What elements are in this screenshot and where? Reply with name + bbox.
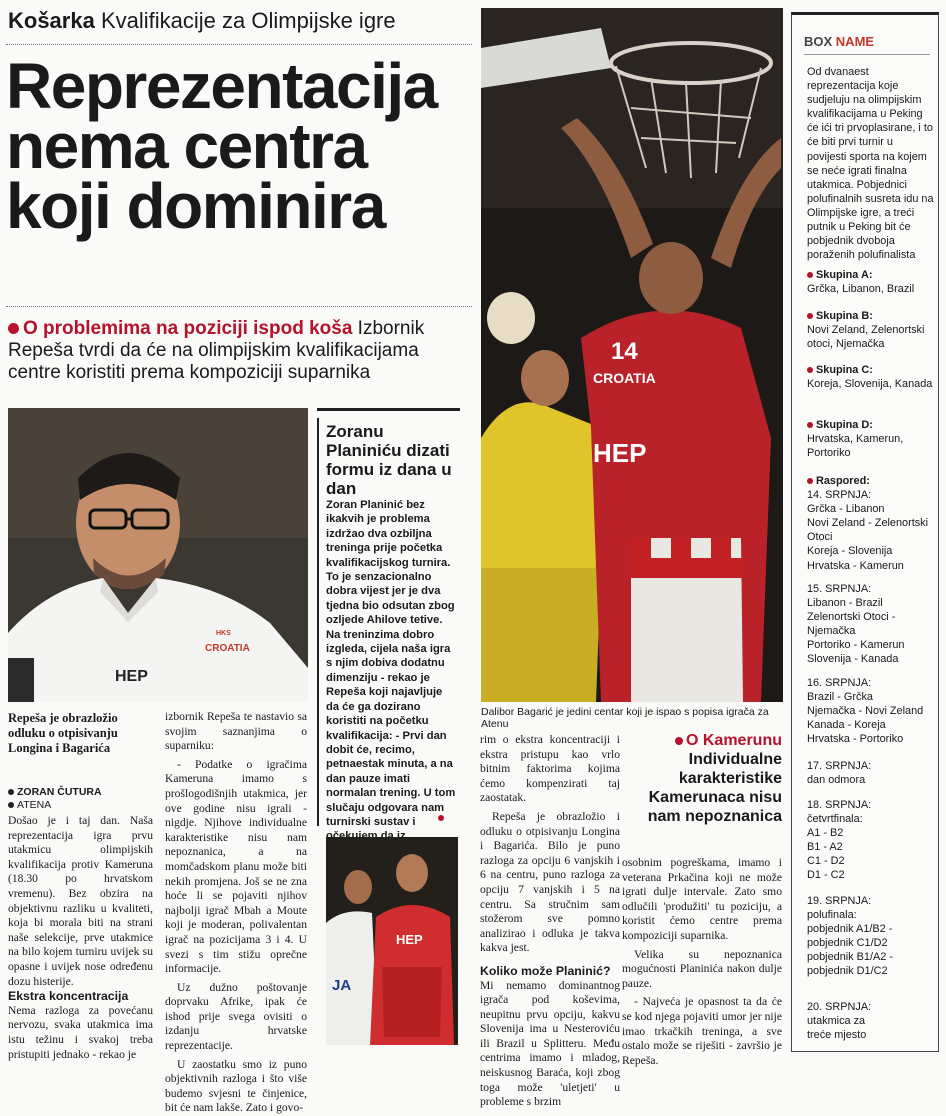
subheading: Ekstra koncentracija <box>8 989 129 1004</box>
byline <box>8 786 153 812</box>
headline-line: Reprezentacija <box>6 50 437 122</box>
jersey-number: 14 <box>611 338 638 365</box>
schedule-date: 15. SRPNJA: <box>807 583 872 595</box>
federation-label: HKS <box>216 630 231 637</box>
box-intro: Od dvanaest reprezentacija koje sudjeluju na olimpijskim kvalifikacijama u Peking će ići tri prvoplasirane, i to će biti prvi turnir u povijesti sporta na kojem se neće igrati finalna utakmica. Pobjednici polufinalnih susreta idu na Olimpijske igre, a treći putnik u Peking bit će pobjednik dvoboja poraženih polufinalista <box>807 66 934 262</box>
schedule-date: 18. SRPNJA: <box>807 799 872 811</box>
headline-line: nema centra <box>6 110 367 182</box>
paragraph: izbornik Repeša te nastavio sa svojim saznanjima o suparniku: <box>165 710 307 753</box>
schedule-date: 17. SRPNJA: <box>807 760 872 772</box>
sidebar-rule <box>317 418 319 826</box>
box-title-b: NAME <box>835 34 875 49</box>
schedule-line: Grčka - Libanon <box>807 503 885 516</box>
shirt-logo: HEP <box>115 668 148 685</box>
divider <box>6 44 472 45</box>
paragraph: Zoran Planinić bez ikakvih je problema izdržao dva ozbiljna treninga prije početka kvalifikacijskog turnira. To je senzacionalno dobra vijest jer je dva tjedna bio odsutan zbog ozljede Ahilove tetive. Na treninzima dobro izgleda, cijela naša igra s njim dobiva dodatnu dimenziju - rekao je Repeša koji najavljuje da će ga dozirano koristiti na početku kvalifikacija: - Prvi dan dobit će, recimo, petnaestak minuta, a na dan pauze imati normalan trening. U tom slučaju odgovara nam turnirski sustav i <box>326 499 456 828</box>
schedule-line: B1 - A2 <box>807 841 843 854</box>
bullet-icon <box>807 272 813 278</box>
players-illustration <box>326 837 458 1045</box>
schedule-line: Libanon - Brazil <box>807 597 883 610</box>
bullet-icon <box>807 367 813 373</box>
schedule-date: 20. SRPNJA: <box>807 1001 872 1013</box>
headline-line: koji dominira <box>6 170 385 242</box>
pull-quote <box>632 731 782 826</box>
bullet-icon <box>8 802 14 808</box>
box-title-a: BOX <box>804 34 833 49</box>
schedule-date: 14. SRPNJA: <box>807 489 872 502</box>
end-bullet-icon <box>438 815 444 821</box>
jersey-text: CROATIA <box>593 370 656 386</box>
group-b <box>807 309 935 351</box>
schedule-line: Kanada - Koreja <box>807 719 886 732</box>
deck <box>8 318 476 384</box>
group-heading: Skupina C: <box>816 364 873 376</box>
shirt-text: JA <box>332 977 352 994</box>
paragraph: Nema razloga za povećanu nervozu, svaka utakmica ima istu težinu i svakoj treba pristupiti jednako - rekao je <box>8 1003 153 1061</box>
shirt-logo: HEP <box>396 932 423 947</box>
paragraph: - Najveća je opasnost ta da će se kod njega pojaviti umor jer nije imao trkačkih treninga, a sve ostalo može se riješiti - završio je Repeša. <box>622 995 782 1067</box>
article-column-3 <box>480 733 620 1110</box>
schedule-line: pobjednik A1/B2 - <box>807 923 893 936</box>
photo-caption: Dalibor Bagarić je jedini centar koji je ispao s popisa igrača za Atenu <box>481 706 769 730</box>
schedule-line: A1 - B2 <box>807 827 844 840</box>
schedule-line: dan odmora <box>807 774 866 787</box>
schedule-line: Hrvatska - Kamerun <box>807 559 904 572</box>
schedule-day <box>807 1000 935 1042</box>
headline <box>6 50 474 242</box>
schedule-day <box>807 676 935 746</box>
bullet-icon <box>8 323 19 334</box>
deck-text: Izbornik Repeša tvrdi da će na olimpijskim kvalifikacijama centre koristiti prema kompoziciji suparnika <box>8 318 425 383</box>
bullet-icon <box>807 313 813 319</box>
section-kicker <box>8 8 468 34</box>
schedule-line: Njemačka - Novi Zeland <box>807 705 924 718</box>
schedule-block <box>807 474 935 573</box>
paragraph: rim o ekstra koncentraciji i ekstra pristupu kao vrlo bitnim faktorima kojima ćemo kompenzirati taj zaostatak. <box>480 733 620 805</box>
group-teams: Hrvatska, Kamerun, Portoriko <box>807 433 904 460</box>
paragraph: Uz dužno poštovanje doprvaku Afrike, ipak će ishod prije svega ovisiti o izdanju hrvatske reprezentacije. <box>165 980 307 1053</box>
main-photo <box>481 8 783 702</box>
badge-label: CROATIA <box>205 643 250 654</box>
schedule-line: pobjednik D1/C2 <box>807 965 888 978</box>
schedule-line: Portoriko - Kamerun <box>807 639 905 652</box>
paragraph: osobnim pogreškama, imamo i veterana Prkačina koji ne može igrati dulje intervale. Zato smo odlučili 'produžiti' tu poziciju, a koristit ćemo centre prema kompoziciji suparnika. <box>622 856 782 942</box>
coach-photo <box>8 408 308 702</box>
schedule-line: četvrtfinala: <box>807 813 863 826</box>
schedule-day <box>807 759 935 787</box>
schedule-line: treće mjesto <box>807 1029 867 1042</box>
article-column-2 <box>165 710 307 1116</box>
schedule-line: D1 - C2 <box>807 869 845 882</box>
schedule-line: Novi Zeland - Zelenortski Otoci <box>807 517 929 544</box>
group-d <box>807 418 935 460</box>
players-photo <box>326 837 458 1045</box>
schedule-date: 19. SRPNJA: <box>807 895 872 907</box>
group-teams: Koreja, Slovenija, Kanada <box>807 378 933 391</box>
group-teams: Novi Zeland, Zelenortski otoci, Njemačka <box>807 324 925 351</box>
schedule-line: C1 - D2 <box>807 855 845 868</box>
section-name: Košarka <box>8 8 95 33</box>
box-title <box>804 34 934 49</box>
bullet-icon <box>675 737 683 745</box>
schedule-line: pobjednik B1/A2 - <box>807 951 893 964</box>
photo-caption: Repeša je obrazložio odluku o otpisivanju Longina i Bagarića <box>8 711 118 755</box>
deck-lead: O problemima na poziciji ispod koša <box>23 318 353 339</box>
sidebar-title: Zoranu Planiniću dizati formu iz dana u dan <box>326 422 452 498</box>
pull-lead: O Kamerunu <box>685 732 782 749</box>
group-teams: Grčka, Libanon, Brazil <box>807 283 915 296</box>
schedule-line: pobjednik C1/D2 <box>807 937 888 950</box>
coach-illustration <box>8 408 308 702</box>
paragraph: Repeša je obrazložio i odluku o otpisivanju Longina i Bagarića. Bilo je puno razloga za opciju 6 vanjskih i 6 na centru, puno razloga za opciju 7 vanjskih i 5 na centru. Sa stručnim sam stožerom sve pomno analizirao i odluka je takva kakva jest. <box>480 809 620 955</box>
paragraph: - Podatke o igračima Kameruna imamo s prošlogodišnjih utakmica, jer ove godine nisu igrali - nigdje. Njihove individualne karakteristike nisu nam nepoznanica, a na momčadskom planu može biti nekih promjena. Još se ne zna hoće li se pojaviti njihov najbolji igrač Mbah a Moute koji je moderan, polivalentan igrač na pozicijama 3 i 4. U svezi s tim stižu oprečne informacije. <box>165 757 307 976</box>
paragraph: Došao je i taj dan. Naša reprezentacija igra prvu utakmicu olimpijskih kvalifikacija protiv Kameruna (18.30 po hrvatskom vremenu). Bez obzira na objektivnu razliku u kvaliteti, koja bi morala biti na strani naše selekcije, prve utakmice na bilo kojem turniru uvijek su opasne i uvijek nose određenu dozu histerije. <box>8 814 153 988</box>
schedule-line: Slovenija - Kanada <box>807 653 899 666</box>
schedule-line: utakmica za <box>807 1015 866 1028</box>
schedule-date: 16. SRPNJA: <box>807 677 872 689</box>
schedule-line: Koreja - Slovenija <box>807 545 893 558</box>
schedule-day <box>807 894 935 979</box>
paragraph: Mi nemamo dominantnog igrača pod koševima, neupitnu prvu opciju, kakvu Slovenija ima u Nesteroviću ili Brazil u Splitteru. Među centrima imamo i mladog, neiskusnog Baraća, koji zbog toga može 'uletjeti' u probleme s brzim <box>480 978 620 1109</box>
group-heading: Skupina D: <box>816 419 873 431</box>
schedule-line: Zelenortski Otoci - Njemačka <box>807 611 896 638</box>
schedule-line: Hrvatska - Portoriko <box>807 733 904 746</box>
author-name: ZORAN ČUTURA <box>17 786 102 798</box>
article-column-4 <box>622 856 782 1068</box>
group-c <box>807 363 935 391</box>
divider <box>804 54 930 55</box>
group-heading: Skupina B: <box>816 310 873 322</box>
schedule-line: Brazil - Grčka <box>807 691 873 704</box>
bullet-icon <box>807 422 813 428</box>
schedule-day <box>807 798 935 883</box>
pull-text: Individualne karakteristike Kamerunaca nisu nam nepoznanica <box>647 751 782 825</box>
subheading: Koliko može Planinić? <box>480 963 611 978</box>
group-a <box>807 268 935 296</box>
section-topic: Kvalifikacije za Olimpijske igre <box>100 8 396 33</box>
schedule-line: polufinala: <box>807 909 857 922</box>
group-heading: Skupina A: <box>816 269 873 281</box>
shirt-logo: HEP <box>593 438 647 468</box>
bullet-icon <box>807 478 813 484</box>
paragraph: Velika su nepoznanica mogućnosti Planinića nakon dulje pauze. <box>622 947 782 990</box>
article-column-1 <box>8 814 153 1062</box>
paragraph: U zaostatku smo iz puno objektivnih razloga i što više budemo svjesni te činjenice, bit će nam lakše. Zato i govo- <box>165 1057 307 1115</box>
schedule-day <box>807 582 935 667</box>
bullet-icon <box>8 789 14 795</box>
dateline: ATENA <box>17 799 52 811</box>
schedule-heading: Raspored: <box>816 475 870 487</box>
divider <box>6 306 472 307</box>
